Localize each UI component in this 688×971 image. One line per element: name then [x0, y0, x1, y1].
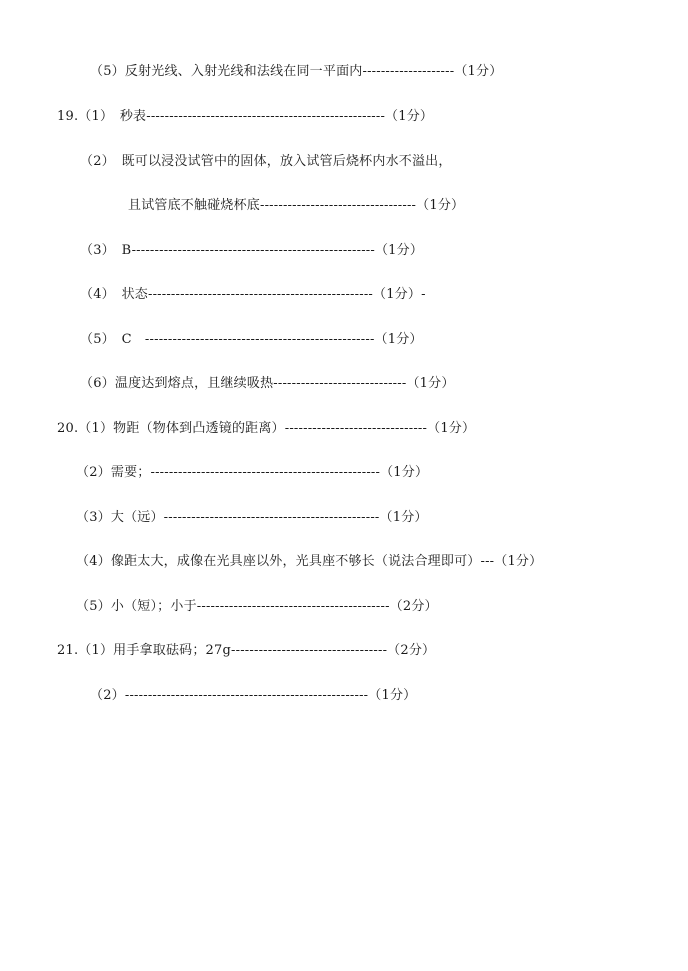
answer-line-20-5: （5）小（短）；小于------------------------------------------（2分） [76, 599, 438, 614]
answer-line-21-2: （2）-----------------------------------------------------（1分） [90, 688, 417, 703]
answer-line-19-6: （6）温度达到熔点，且继续吸热-----------------------------（1分） [80, 376, 455, 391]
answer-line-20-1: 20.（1）物距（物体到凸透镜的距离）-------------------------------（1分） [57, 421, 476, 436]
answer-line-19-4: （4） 状态-------------------------------------------------（1分）- [80, 287, 426, 302]
answer-line-20-3: （3）大（远）-----------------------------------------------（1分） [76, 510, 428, 525]
answer-line-19-1: 19.（1） 秒表----------------------------------------------------（1分） [57, 109, 434, 124]
answer-line-21-1: 21.（1）用手拿取砝码；27g----------------------------------（2分） [57, 643, 436, 658]
answer-line-19-5: （5） C --------------------------------------------------（1分） [80, 332, 423, 347]
answer-line-19-3: （3） B-----------------------------------------------------（1分） [80, 243, 424, 258]
answer-line-18-5: （5）反射光线、入射光线和法线在同一平面内--------------------（1分） [90, 64, 503, 79]
answer-line-19-2a: （2） 既可以浸没试管中的固体，放入试管后烧杯内水不溢出， [80, 154, 452, 169]
answer-line-20-2: （2）需要；--------------------------------------------------（1分） [76, 465, 429, 480]
answer-line-19-2b: 且试管底不触碰烧杯底----------------------------------（1分） [128, 198, 465, 213]
answer-line-20-4: （4）像距太大，成像在光具座以外，光具座不够长（说法合理即可）---（1分） [76, 554, 543, 569]
